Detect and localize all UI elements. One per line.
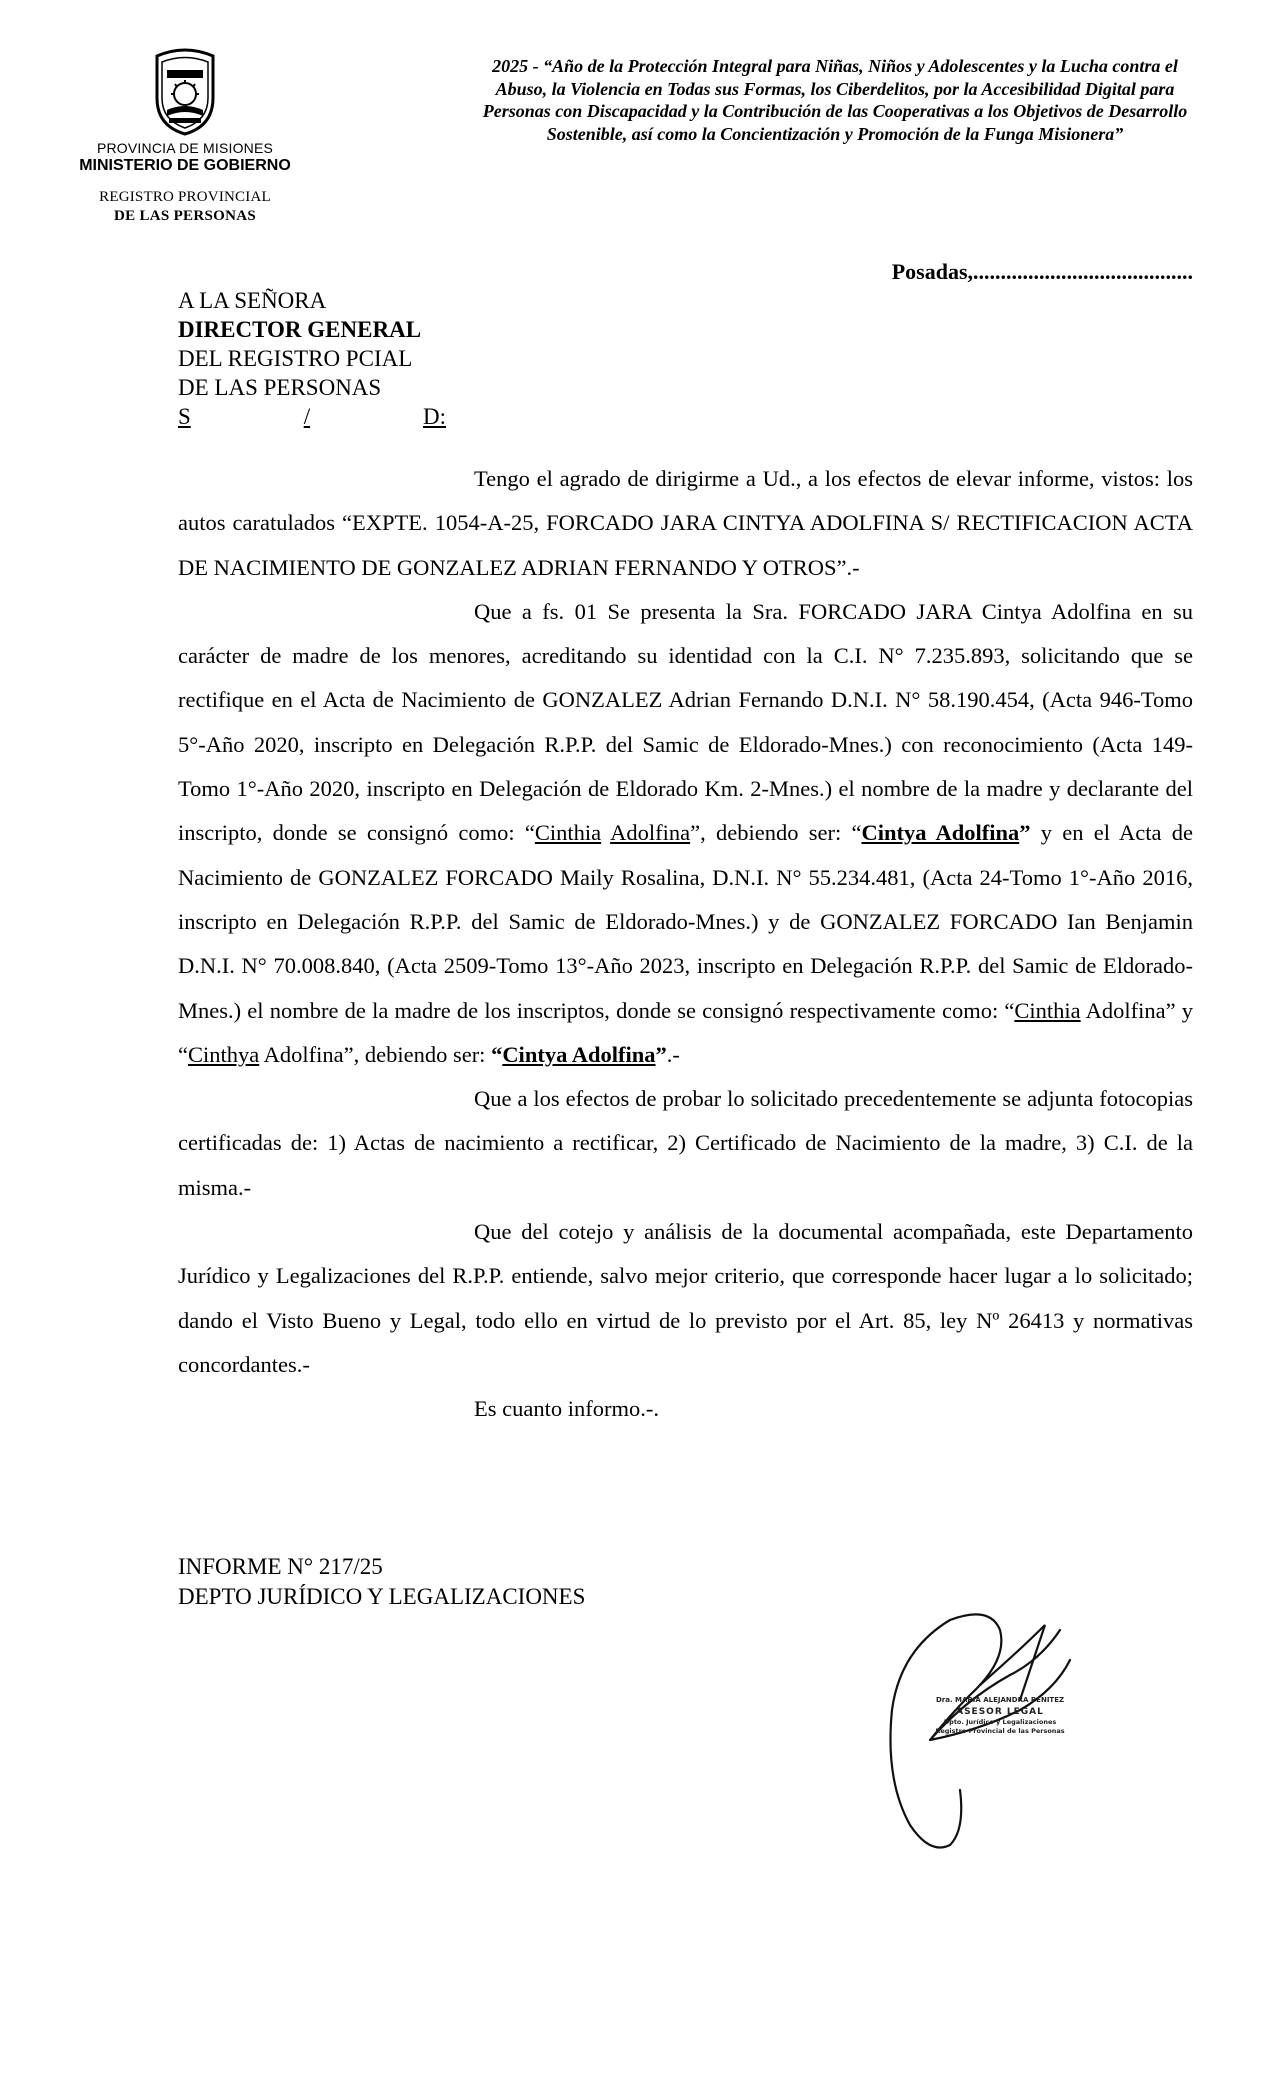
- su-despacho: [178, 402, 446, 431]
- registry-name-line2: DE LAS PERSONAS: [113, 208, 257, 224]
- paragraph-1: Tengo el agrado de dirigirme a Ud., a los efectos de elevar informe, vistos: los autos caratulados “EXPTE. 1054-A-25, FORCADO JARA CINTYA ADOLFINA S/ RECTIFICACION ACTA DE NACIMIENTO DE GONZALEZ ADRIAN FERNANDO Y OTROS”.-: [178, 466, 1193, 580]
- sd-d: D:: [423, 404, 446, 429]
- stamp-line4: Registro Provincial de las Personas: [935, 1727, 1065, 1735]
- addressee-line1: A LA SEÑORA: [178, 288, 327, 313]
- paragraph-3: Que a los efectos de probar lo solicitado precedentemente se adjunta fotocopias certificadas de: 1) Actas de nacimiento a rectificar, 2) Certificado de Nacimiento de la madre, 3) C.I. de la misma.-: [178, 1086, 1193, 1200]
- stamp-line1: Dra. MARIA ALEJANDRA BENITEZ: [935, 1696, 1065, 1704]
- report-reference: [178, 1552, 585, 1612]
- sd-s: S: [178, 404, 191, 429]
- stamp-line2: ASESOR LEGAL: [956, 1707, 1044, 1717]
- paragraph-2: Que a fs. 01 Se presenta la Sra. FORCADO JARA Cintya Adolfina en su carácter de madre de los menores, acreditando su identidad con la C.I. N° 7.235.893, solicitando que se rectifique en el Acta de Nacimiento de GONZALEZ Adrian Fernando D.N.I. N° 58.190.454, (Acta 946-Tomo 5°-Año 2020, inscripto en Delegación R.P.P. del Samic de Eldorado-Mnes.) con reconocimiento (Acta 149-Tomo 1°-Año 2020, inscripto en Delegación de Eldorado Km. 2-Mnes.) el nombre de la madre y declarante del inscripto, donde se consignó como: “Cinthia Adolfina”, debiendo ser: “Cintya Adolfina” y en el Acta de Nacimiento de GONZALEZ FORCADO Maily Rosalina, D.N.I. N° 55.234.481, (Acta 24-Tomo 1°-Año 2016, inscripto en Delegación R.P.P. del Samic de Eldorado-Mnes.) y de GONZALEZ FORCADO Ian Benjamin D.N.I. N° 70.008.840, (Acta 2509-Tomo 13°-Año 2023, inscripto en Delegación R.P.P. del Samic de Eldorado-Mnes.) el nombre de la madre de los inscriptos, donde se consignó respectivamente como: “Cinthia Adolfina” y “Cinthya Adolfina”, debiendo ser: “Cintya Adolfina”.-: [178, 598, 1193, 1067]
- registry-name-line1: REGISTRO PROVINCIAL: [99, 189, 271, 205]
- place-date: Posadas,........................................: [891, 259, 1193, 284]
- addressee-line3: DEL REGISTRO PCIAL: [178, 346, 413, 371]
- year-motto: 2025 - “Año de la Protección Integral para Niñas, Niños y Adolescentes y la Lucha contra el Abuso, la Violencia en Todas sus Formas, los Ciberdelitos, por la Accesibilidad Digital para Personas con Discapacidad y la Contribución de las Cooperativas a los Objetivos de Desarrollo Sostenible, así como la Concientización y Promoción de la Funga Misionera”: [482, 56, 1188, 144]
- province-name: PROVINCIA DE MISIONES: [96, 140, 274, 156]
- addressee-line2: DIRECTOR GENERAL: [178, 317, 422, 342]
- paragraph-5: Es cuanto informo.-.: [474, 1396, 659, 1422]
- report-body: [178, 457, 1193, 1432]
- report-department: DEPTO JURÍDICO Y LEGALIZACIONES: [178, 1584, 586, 1609]
- stamp-line3: Dpto. Jurídico y Legalizaciones: [943, 1718, 1057, 1726]
- signature-stamp: [870, 1590, 1100, 1860]
- provincial-seal-icon: [149, 48, 221, 136]
- ministry-name: MINISTERIO DE GOBIERNO: [79, 157, 291, 174]
- sd-slash: /: [303, 404, 311, 429]
- addressee-block: [178, 286, 446, 431]
- report-number: INFORME N° 217/25: [178, 1554, 383, 1579]
- addressee-line4: DE LAS PERSONAS: [178, 375, 382, 400]
- paragraph-4: Que del cotejo y análisis de la documental acompañada, este Departamento Jurídico y Legalizaciones del R.P.P. entiende, salvo mejor criterio, que corresponde hacer lugar a lo solicitado; dando el Visto Bueno y Legal, todo ello en virtud de lo previsto por el Art. 85, ley Nº 26413 y normativas concordantes.-: [178, 1219, 1193, 1377]
- letterhead: [60, 48, 310, 225]
